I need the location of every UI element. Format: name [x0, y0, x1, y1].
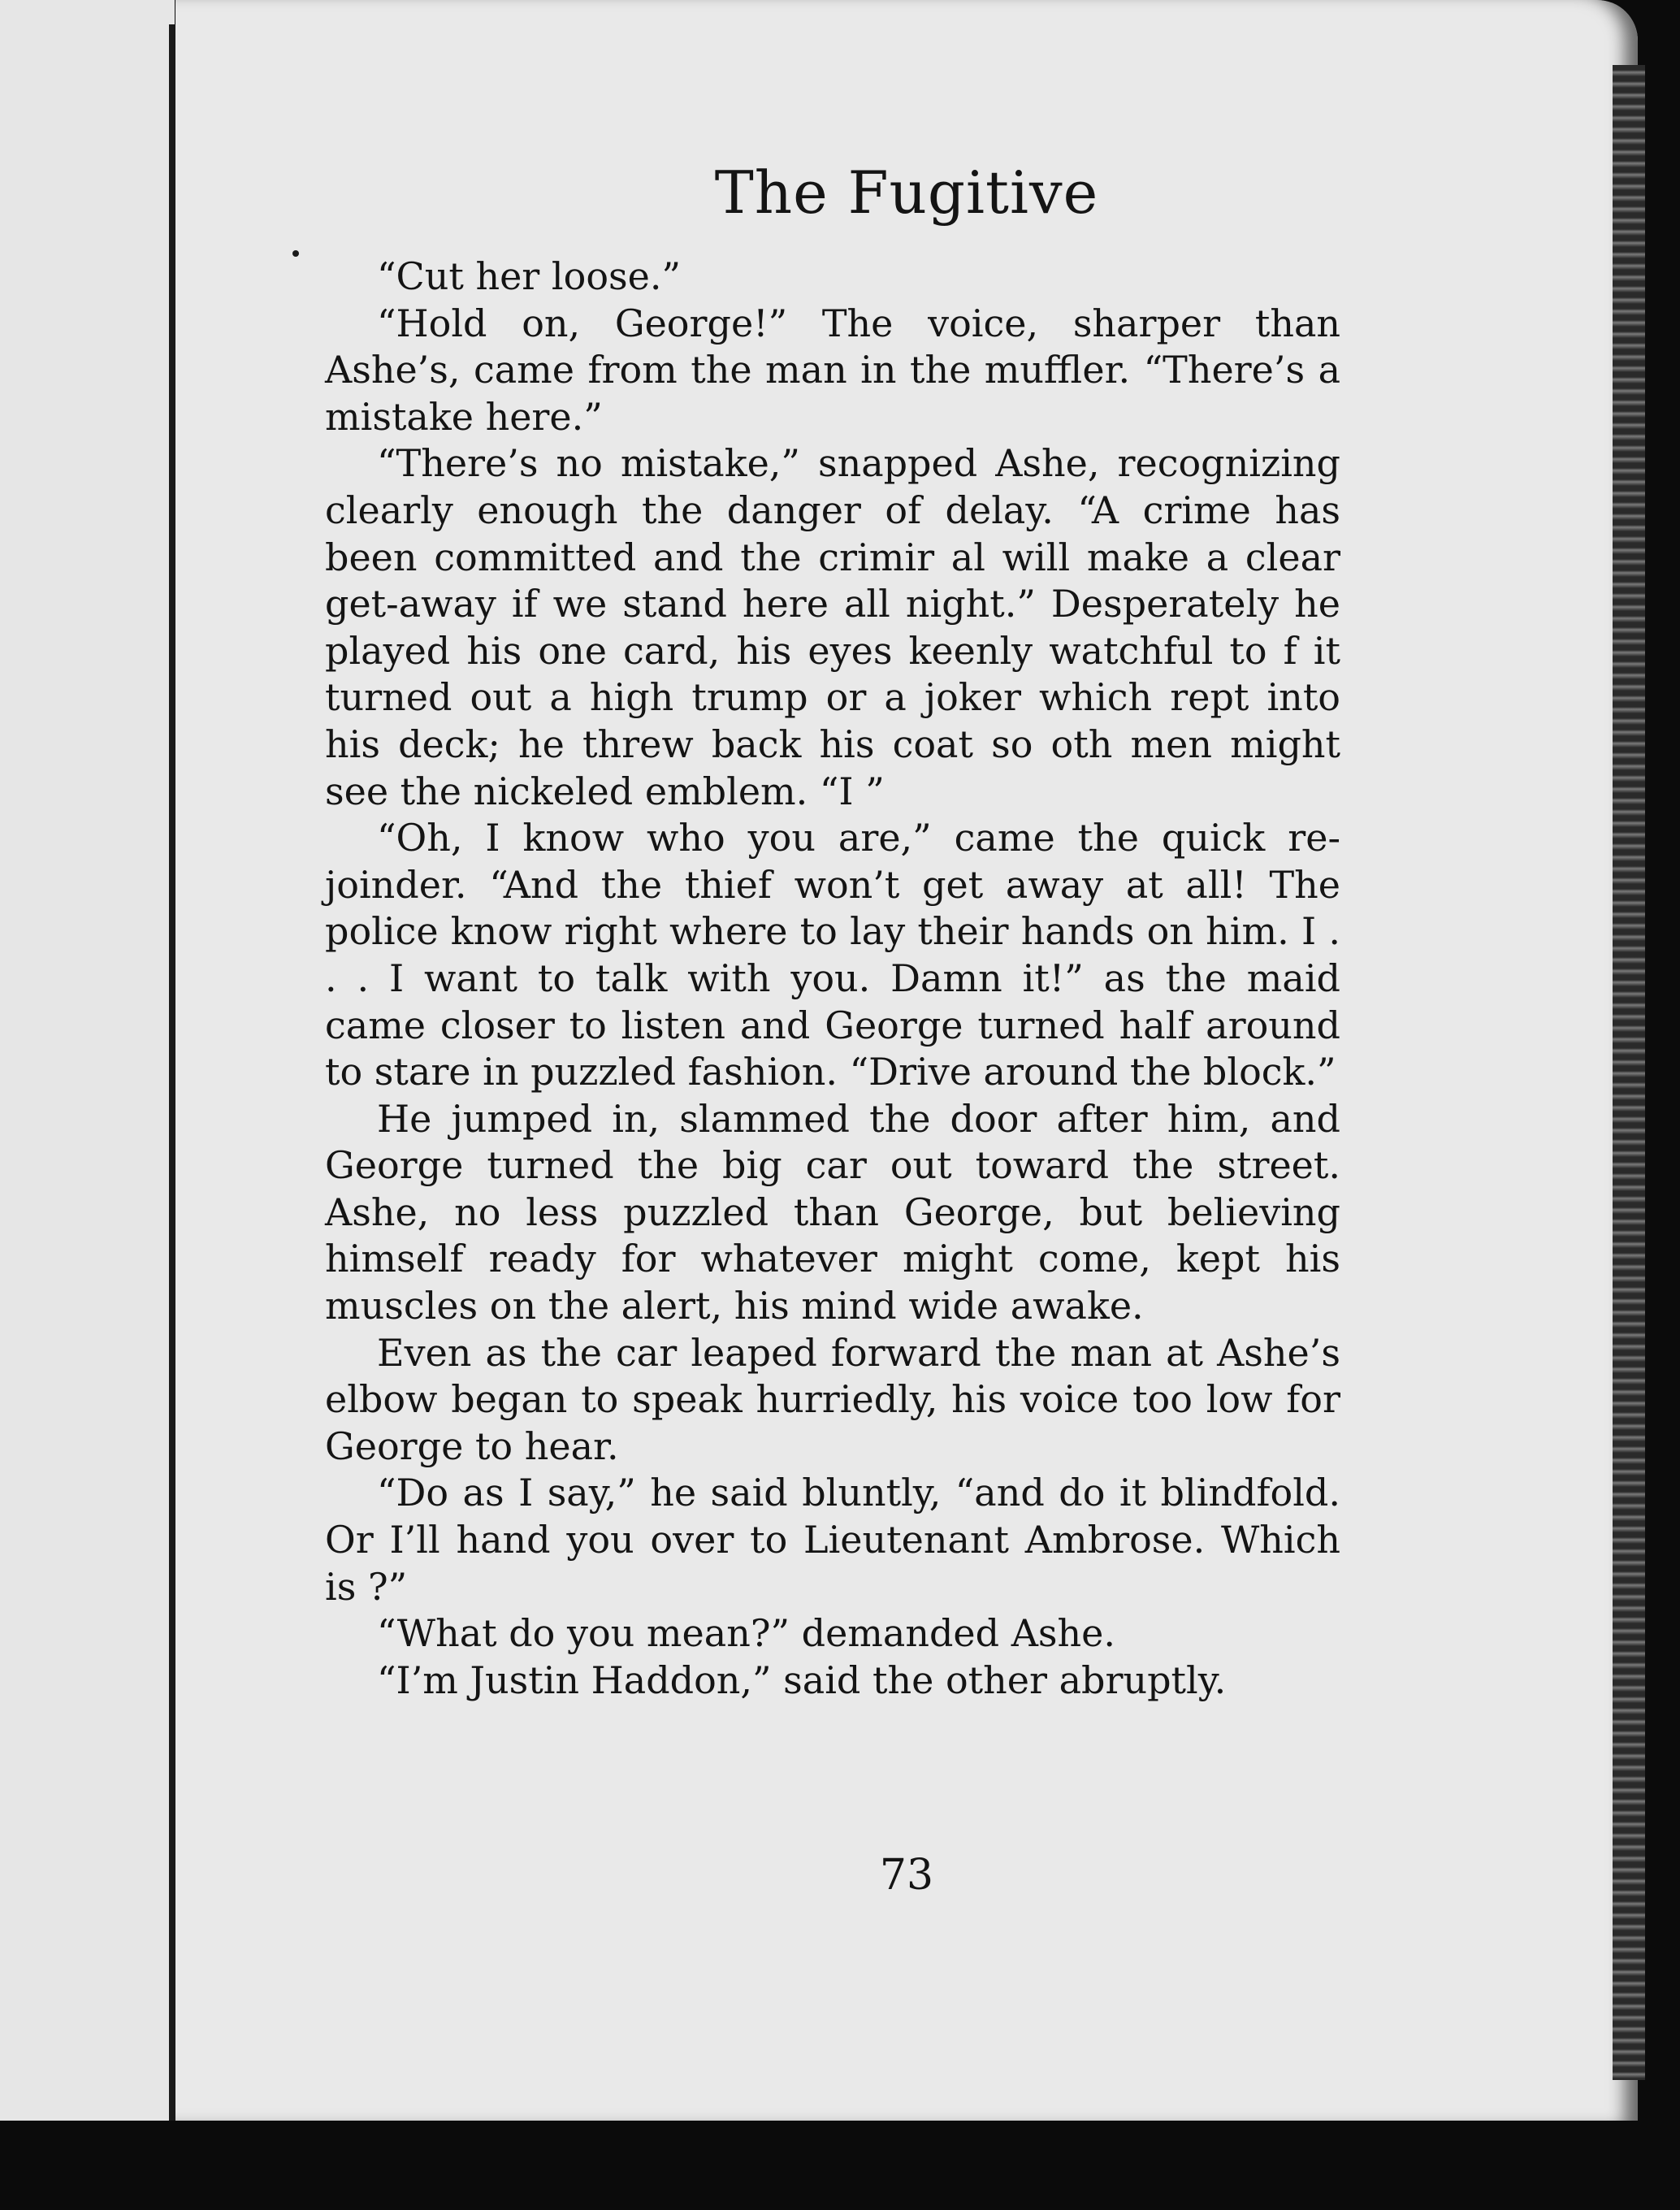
paragraph: “Cut her loose.”: [377, 254, 681, 298]
paragraph: “Hold on, George!” The voice, sharper than Ashe’s, came from the man in the muffler. “There’s a mistake here.”: [325, 301, 1340, 439]
paragraph: “Do as I say,” he said bluntly, “and do it blindfold. Or I’ll hand you over to Lieutenant Ambrose. Which is ?”: [325, 1471, 1340, 1609]
paragraph: He jumped in, slammed the door after him, and George turned the big car out toward the street. Ashe, no less puzzled than George, but believing himself ready for whatever might come, kept his muscles on the alert, his mind wide awake.: [325, 1096, 1340, 1328]
bottom-shadow: [0, 2121, 1680, 2210]
facing-page-edge: [0, 0, 175, 2121]
body-text: [325, 254, 1340, 1704]
page-number: 73: [879, 1851, 934, 1900]
paragraph: “Oh, I know who you are,” came the quick rejoinder. “And the thief won’t get away at all! The police know right where to lay their hands on him. I . . . I want to talk with you. Damn it!” as the maid came closer to listen and George turned half around to stare in puzzled fashion. “Drive around the block.”: [325, 816, 1340, 1094]
page-block-edge: [1613, 65, 1645, 2080]
paragraph: “What do you mean?” demanded Ashe.: [377, 1611, 1115, 1656]
book-gutter: [169, 24, 175, 2121]
running-head: The Fugitive: [714, 158, 1099, 227]
paragraph: “There’s no mistake,” snapped Ashe, recognizing clearly enough the danger of delay. “A crime has been committed and the crimir al will make a clear get-away if we stand here all night.” Desperately he played his one card, his eyes keenly watchful to f it turned out a high trump or a joker which rept into his deck; he threw back his coat so oth men might see the nickeled emblem. “I ”: [325, 441, 1340, 813]
paragraph: “I’m Justin Haddon,” said the other abruptly.: [377, 1658, 1227, 1702]
ink-speck: [292, 250, 299, 257]
paragraph: Even as the car leaped forward the man at Ashe’s elbow began to speak hurriedly, his voice too low for George to hear.: [325, 1330, 1340, 1468]
